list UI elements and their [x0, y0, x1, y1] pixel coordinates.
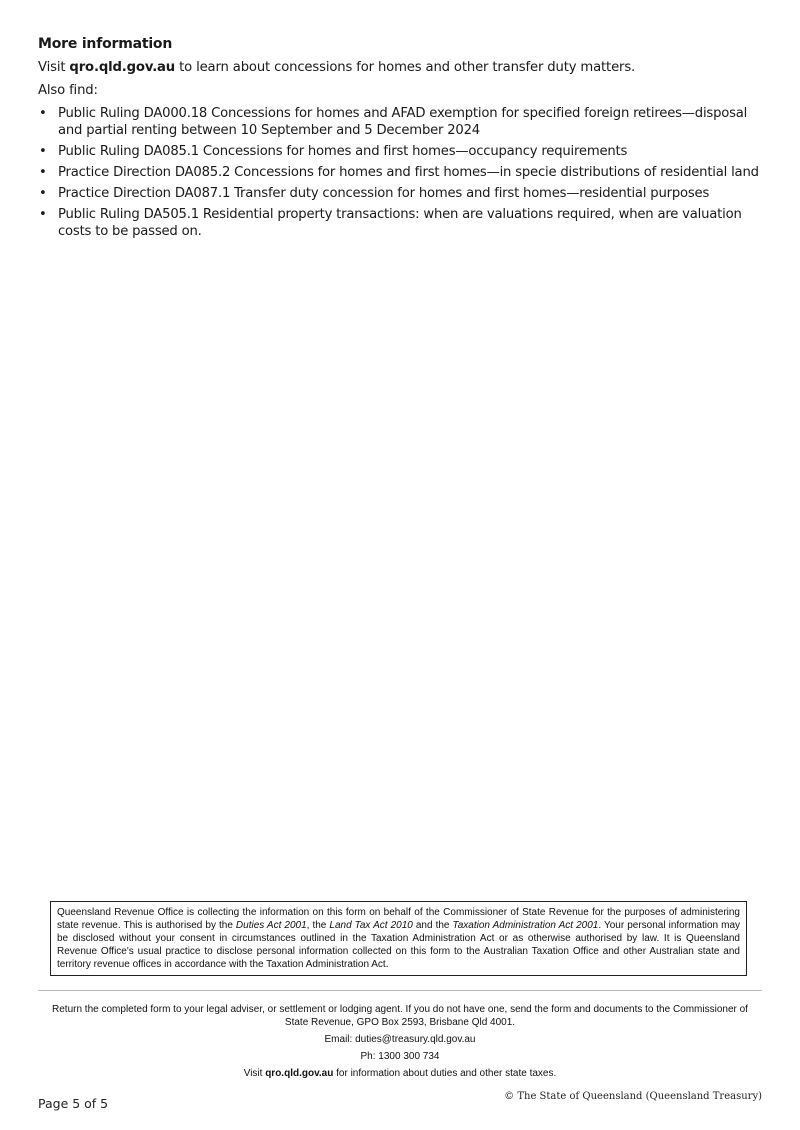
reference-item: • Practice Direction DA087.1 Transfer duty concession for homes and first homes—residential purposes	[38, 185, 763, 202]
act-title: Land Tax Act 2010	[329, 920, 413, 931]
reference-list	[38, 105, 763, 240]
visit-paragraph	[38, 59, 763, 77]
also-find-label: Also find:	[38, 83, 98, 98]
privacy-text: and the	[412, 920, 453, 931]
copyright-notice: © The State of Queensland (Queensland Treasury)	[504, 1091, 762, 1102]
return-instructions: Return the completed form to your legal adviser, or settlement or lodging agent. If you do not have one, send the form and documents to the Commissioner of State Revenue, GPO Box 2593, Brisbane Qld 4001.	[52, 1004, 748, 1028]
privacy-text: Queensland Revenue Office is collecting the information on this form on behalf of the Commissioner of State Revenue for the purposes of administering state revenue. This is authorised by the	[57, 907, 740, 931]
privacy-text: . Your personal information may be disclosed without your consent in circumstances outlined in the Taxation Administration Act or as otherwise authorised by law. It is Queensland Revenue Office's usual practice to disclose personal information collected on this form to the Australian Taxation Office and other Australian state and territory revenue offices in accordance with the Taxation Administration Act.	[57, 920, 741, 970]
reference-item: • Public Ruling DA505.1 Residential property transactions: when are valuations required, when are valuation costs to be passed on.	[38, 206, 763, 240]
footer-qro-link[interactable]: qro.qld.gov.au	[265, 1068, 334, 1079]
footer-divider	[38, 990, 762, 991]
privacy-notice	[50, 901, 747, 976]
contact-email[interactable]: Email: duties@treasury.qld.gov.au	[324, 1034, 476, 1045]
footer-visit-prefix: Visit	[243, 1068, 266, 1079]
reference-item: • Practice Direction DA085.2 Concessions for homes and first homes—in specie distributions of residential land	[38, 164, 763, 181]
privacy-text: , the	[306, 920, 330, 931]
visit-suffix: to learn about concessions for homes and other transfer duty matters.	[175, 60, 636, 75]
footer-visit	[50, 1067, 750, 1080]
footer-visit-suffix: for information about duties and other state taxes.	[333, 1068, 557, 1079]
visit-prefix: Visit	[38, 60, 70, 75]
act-title: Taxation Administration Act 2001	[452, 920, 599, 931]
contact-phone: Ph: 1300 300 734	[360, 1051, 440, 1062]
section-heading: More information	[38, 36, 173, 52]
footer-contact	[50, 1003, 750, 1084]
reference-item: • Public Ruling DA085.1 Concessions for homes and first homes—occupancy requirements	[38, 143, 763, 160]
more-information-section	[38, 36, 763, 244]
act-title: Duties Act 2001	[235, 920, 307, 931]
reference-item: • Public Ruling DA000.18 Concessions for homes and AFAD exemption for specified foreign retirees—disposal and partial renting between 10 September and 5 December 2024	[38, 105, 763, 139]
qro-link[interactable]: qro.qld.gov.au	[69, 60, 176, 75]
page-number: Page 5 of 5	[38, 1096, 109, 1111]
